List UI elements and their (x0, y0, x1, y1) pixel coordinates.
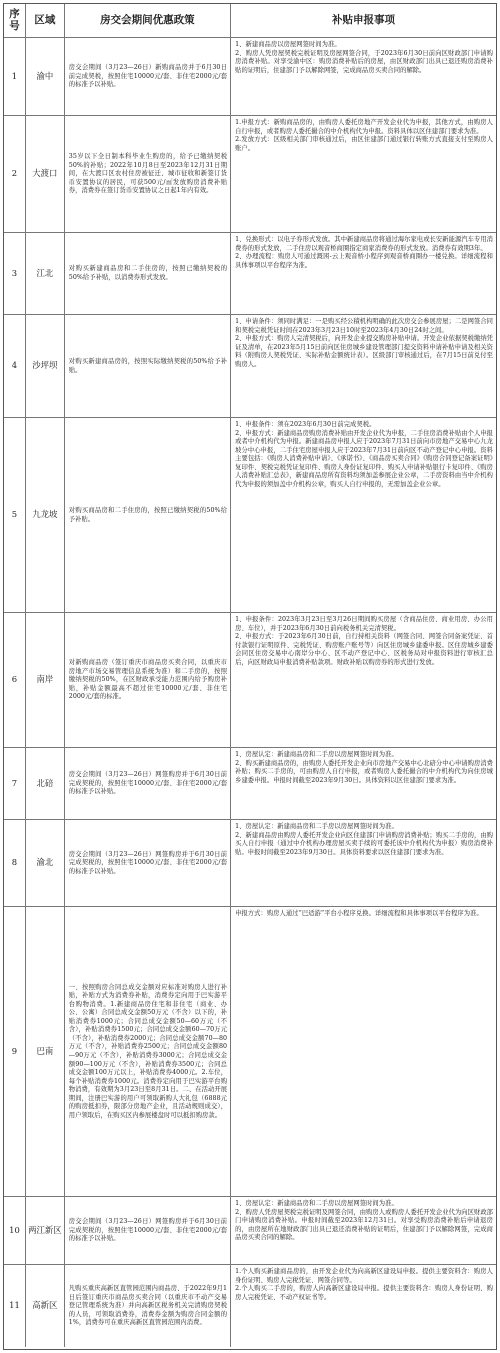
row-policy (65, 116, 231, 232)
row-area: 九龙坡 (26, 418, 65, 612)
report-paragraph: 1、申报条件：须在2023年6月30日前完成契税。 (235, 421, 376, 428)
row-number: 5 (4, 418, 26, 612)
table-row (4, 418, 496, 613)
row-policy (65, 418, 231, 612)
table-row (4, 1265, 496, 1347)
report-paragraph: 2、购房人凭房屋契税完税证明及网签合同，由购房人或购房人委托开发企业代为向区财政部门申请购房消费补贴。申报时间截至2023年12月31日。对享受购房消费补贴后申请退房的，由房屋所在地财政部门出具已退还消费补贴的证明后，住建部门予以解除网签，完成商品房买卖合同的解除。 (235, 1208, 494, 1242)
report-text (231, 315, 496, 371)
row-area: 沙坪坝 (26, 315, 65, 417)
row-number: 6 (4, 613, 26, 747)
policy-text: 对购买新建商品房和二手住房的，按照已缴纳契税的50%给予补贴，以消费券形式发放。 (68, 265, 228, 281)
row-policy (65, 613, 231, 747)
report-paragraph: 2、新建商品房由购房人委托开发企业向区住建部门申请购房消费补贴；购买二手房的，由购买人自行申报（通过中介机构办理房屋买卖手续的可委托该中介机构代为申报）购房消费补贴。申报时间截至2023年9月30日。具体资料要求以区住建部门要求为准。 (235, 831, 494, 856)
report-text (231, 613, 496, 669)
table-row (4, 820, 496, 907)
table-row (4, 116, 496, 233)
report-paragraph: 2、办理流程：购房人可通过溉困-云上观音桥小程序到观音桥商圈办一楼兑换。详细流程和具体事项以平台程序为准。 (235, 253, 494, 269)
table-row (4, 38, 496, 116)
row-report (231, 38, 496, 115)
report-paragraph: 2、购买新建商品房的，由购房人委托开发企业向市房地产交易中心北碚分中心申请购房消费补贴；购买二手房的，可由购房人自行申报，或者购房人委托撮合的中介机构代为向住房城乡建委申报。申报时间截至2023年9月30日。具体资料以区住建部门要求为准。 (235, 759, 494, 784)
row-report (231, 907, 496, 1196)
report-text (231, 748, 496, 787)
policy-text: 凡购买重庆高新区直管园范围内商品房、于2022年9月1日后签订重庆市商品房买卖合同（以重庆市不动产交易登记管理系统为准）并向高新区税务机关完清购房契税的人员，可领取消费券，消费券金额为购房合同金额的1%，消费券可在重庆高新区直管园范围内消费。 (68, 1285, 228, 1327)
policy-text: 房交会期间（3月23—26日）网签购房并于6月30日前完成契税的，按照住宅10000元/套、非住宅2000元/套的标准予以补贴。 (68, 771, 228, 796)
row-number: 3 (4, 233, 26, 314)
subsidy-policy-table (3, 3, 497, 1350)
report-paragraph: 2、购房人凭房屋契税完税证明及房屋网签合同，于2023年6月30日前向区财政部门申请购房消费补贴。对享受渝中区：购房消费补贴后的房屋，由区财政部门出具已退还购房消费补贴的证明后，住建部门予以解除网签，完成商品房买卖合同的解除。 (235, 49, 494, 74)
table-row (4, 613, 496, 748)
header-report: 补贴申报事项 (332, 13, 396, 26)
header-no: 序号 (4, 4, 26, 37)
table-row (4, 233, 496, 315)
report-paragraph: 1、申请条件：须同时满足：一是购买经公積机构明确的此次房交会参展房屋；二是网签合同和契税完税凭证时间在2023年3月23日10时至2023年4月30日24时之间。 (235, 318, 494, 334)
table-row (4, 748, 496, 820)
row-area: 北碚 (26, 748, 65, 819)
report-paragraph: 1、申报条件：2023年3月23日至3月26日期间购买房屋（含商品住房、商业用房、办公用房、车位），并于2023年6月30日前向税务机关完清契税。 (235, 616, 494, 632)
row-number: 10 (4, 1197, 26, 1264)
table-row (4, 315, 496, 418)
row-report (231, 820, 496, 906)
row-area: 巴南 (26, 907, 65, 1196)
row-report (231, 1197, 496, 1264)
policy-text: 房交会期间（3月23—26日）网签购房并于6月30日前完成契税的，按照住宅10000元/套、非住宅2000元/套的标准予以补贴。 (68, 1218, 228, 1243)
row-report (231, 613, 496, 747)
row-report (231, 748, 496, 819)
policy-text: 对购买新建商品房的，按照实际缴纳契税的50%给予补贴。 (68, 357, 228, 374)
report-paragraph: 1.申报方式：新购商品房的，由购房人委托房地产开发企业代为申报，其他方式，由购房人自行申报，或者购房人委托撮合的中介机构代为申报。资料具体以区住建部门要求为准。 (235, 119, 494, 135)
policy-text: 房交会期间（3月23—26日）网签购房并于6月30日前完成契税的，按照住宅10000元/套、非住宅2000元/套的标准予以补贴。 (68, 850, 228, 875)
report-text (231, 116, 496, 155)
row-policy (65, 38, 231, 115)
report-text (231, 38, 496, 77)
table-row (4, 907, 496, 1197)
row-number: 1 (4, 38, 26, 115)
row-report (231, 1265, 496, 1347)
report-text (231, 820, 496, 859)
row-policy (65, 315, 231, 417)
report-text (231, 1265, 496, 1304)
table-header-row (4, 4, 496, 38)
row-report (231, 116, 496, 232)
row-area: 江北 (26, 233, 65, 314)
report-paragraph: 1、房屋认定：新建商品房和二手房以房屋网签时间为准。 (235, 823, 398, 830)
report-text (231, 418, 496, 492)
header-policy: 房交会期间优惠政策 (65, 4, 231, 37)
header-area: 区域 (26, 4, 65, 37)
report-paragraph: 2、申报方式：于2023年6月30日前，自行持相关资料（网签合同、网签合同备案凭证、首付款银行证明原件、完税凭证、购房账户账号等）向区住房城乡建委申报。区住房城乡建委会同区住房交易中心南岸分中心、区不动产登记中心、区税务局对申报资料进行审核汇总后，向区财政局申报消费补贴款项。财政补贴以购房券的形式进行发放。 (235, 633, 494, 666)
row-number: 4 (4, 315, 26, 417)
row-area: 大渡口 (26, 116, 65, 232)
row-policy (65, 1265, 231, 1347)
report-paragraph: 1、房屋认定：新建商品房和二手房以房屋网签时间为准。 (235, 1200, 398, 1207)
report-paragraph: 1、房屋认定：新建商品房和二手房以房屋网签时间为准。 (235, 751, 398, 758)
policy-text: 房交会期间（3月23—26日）新购商品房并于6月30日前完成契税，按照住宅10000元/套、非住宅2000元/套的标准予以补贴。 (68, 64, 228, 89)
report-text (231, 233, 496, 272)
row-policy (65, 907, 231, 1196)
row-area: 渝中 (26, 38, 65, 115)
row-report (231, 418, 496, 612)
report-paragraph: 1、兑换形式：以电子券形式发放。其中新建商品房将通过海尔家电或长安新能源汽车专用消费券的形式发放，二手住房以观音桥商圈指定商家消费券的形式发放。消费券有效期3年。 (235, 236, 494, 252)
row-number: 7 (4, 748, 26, 819)
row-area: 两江新区 (26, 1197, 65, 1264)
policy-text: 35岁以下全日制本科毕业生购房的，给予已缴纳契税50%的补贴；2022年10月8日至2023年12月31日期间，在大渡口区农村住房被征迁、城市征收和新签订货币安置协议的居民，可获500元/㎡发放购房消费补贴券，消费券在签订货币安置协议之日起1年内有效。 (68, 153, 228, 195)
row-policy (65, 233, 231, 314)
report-text (231, 1197, 496, 1245)
row-number: 2 (4, 116, 26, 232)
report-paragraph: 申报方式：购房人通过“巴适游”平台小程序兑换。详细流程和具体事项以平台程序为准。 (235, 910, 483, 917)
row-number: 8 (4, 820, 26, 906)
policy-text: 一、按照购房合同总成交金额对应标准对购房人进行补贴，补贴方式为消费券补贴，消费券定向用于巴实游平台购物消费。1.新建商品房住宅和非住宅（商业、办公、公寓）合同总成交金额50万元（不含）以下的，补贴消费券1000元；合同总成交金额50—60万元（不含），补贴消费券1500元；合同总成交金额60—70万元（不含），补贴消费券2000元；合同总成交金额70—80万元（不含），补贴消费券2500元；合同总成交金额80—90万元（不含），补贴消费券3000元；合同总成交金额90—100万元（不含），补贴消费券3500元；合同总成交金额100万元以上，补贴消费券4000元。2.车位，每个补贴消费券1000元。消费券定向用于巴实游平台购物消费，有效期为3月23日至8月31日。二、在活动开展期间，注册巴实游的用户可领取新购人大礼包（6888元的购房抵扣券，限部分房地产企业，且活动规则成交），用户领取后，在购买区内参展楼盘时可以抵扣购房款。 (68, 983, 228, 1119)
report-text (231, 907, 496, 921)
report-paragraph: 1、新建商品房以房屋网签时间为准。 (235, 41, 341, 48)
report-paragraph: 2.个人购买二手房的，购房人向高新区建设局申报。提供主要资料含：购房人身份证明、购房人完税凭证、不动产权证书等。 (235, 1285, 494, 1301)
table-row (4, 1197, 496, 1265)
row-policy (65, 1197, 231, 1264)
policy-text: 对新购商品房（签订重庆市商品房买卖合同，以重庆市房地产市场交易管理信息系统为准）和二手房的，按照缴纳契税的50%，在区财政承受能力范围内给予购房补贴，补贴金额最高不超过住宅10000元/套、非住宅2000元/套的标准。 (68, 659, 228, 701)
report-paragraph: 1.个人购买新建商品房的，由开发企业代为向高新区建设局申报。提供主要资料含：购房人身份证明、购房人完税凭证、网签合同等。 (235, 1268, 494, 1284)
report-paragraph: 2、申报方式：新建商品房购房消费补贴由开发企业代为申报，二手住房消费补贴由个人申报或者中介机构代为申报。新建商品房申报人应于2023年7月31日前向市房地产交易中心九龙坡分中心申报，二手住宅房屋申报人应于2023年7月31日前向区不动产登记中心申报。资料主要包括：《购房人消费补贴申请》、《承诺书》、《商品房买卖合同》《购房合同登记备案证明》复印件、契税完税凭证复印件、购房人身份证复印件、购买人申请补贴银行卡复印件、《购房人消费补贴汇总表》，新建商品房所有资料均须加盖参展企业公章，二手房资料由当中介机构代为申报的须加盖中介机构公章，购买人自行申报的，无需加盖企业公章。 (235, 429, 494, 488)
report-paragraph: 2、申报方式：购房人完清契税后，向开发企业提交购房补贴申请。开发企业依据契税缴纳凭证及清单，在2023年5月15日前向区住房城乡建设管理部门提交资料申请补贴申请及相关资料（附购房人契税凭证、实际补贴金额统计表）。区级部门审核通过后，在7月15日前兑付至购房人。 (235, 335, 494, 368)
row-area: 高新区 (26, 1265, 65, 1347)
row-policy (65, 748, 231, 819)
policy-text: 对购买商品房和二手住房的，按照已缴纳契税的50%给予补贴。 (68, 506, 228, 523)
row-number: 11 (4, 1265, 26, 1347)
report-paragraph: 2.发放方式：区级相关部门审核通过后，由区住建部门通过银行转账方式直接支付至购房人账户。 (235, 136, 494, 152)
row-area: 渝北 (26, 820, 65, 906)
row-report (231, 233, 496, 314)
row-policy (65, 820, 231, 906)
row-report (231, 315, 496, 417)
row-number: 9 (4, 907, 26, 1196)
row-area: 南岸 (26, 613, 65, 747)
